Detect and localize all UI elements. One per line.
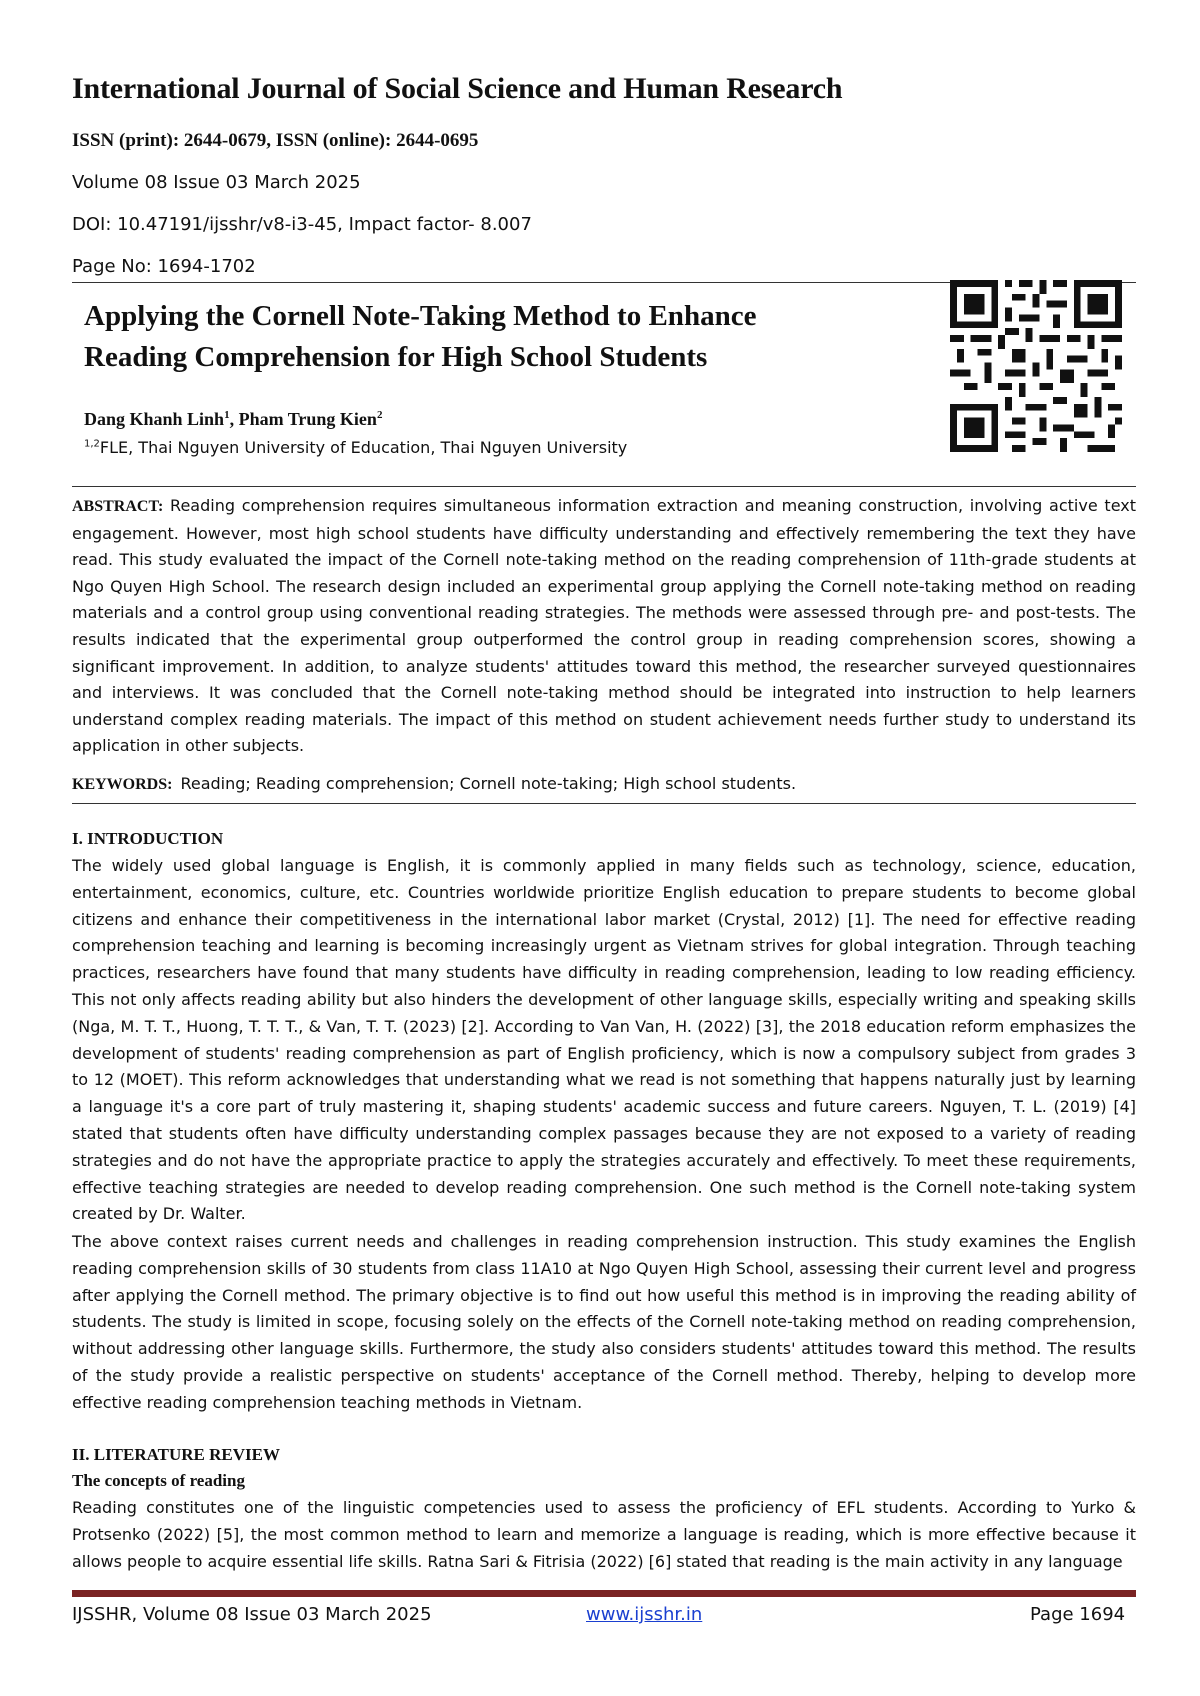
footer-page-number: Page 1694 — [1030, 1604, 1126, 1625]
article-title — [84, 296, 904, 378]
affiliation — [84, 438, 627, 457]
abstract-bottom-divider — [72, 803, 1136, 804]
journal-title: International Journal of Social Science and Human Research — [72, 72, 843, 105]
author-name: Dang Khanh Linh — [84, 409, 225, 429]
section-heading-literature-review: II. LITERATURE REVIEW — [72, 1445, 280, 1464]
author-name: Pham Trung Kien — [238, 409, 377, 429]
literature-paragraph-1: Reading constitutes one of the linguistic competencies used to assess the proficiency of EFL students. According to Yurko & Protsenko (2022) [5], the most common method to learn and memorize a language is reading, which is more effective because it allows people to acquire essential life skills. Ratna Sari & Fitrisia (2022) [6] stated that reading is the main activity in any language — [72, 1498, 1136, 1571]
footer-journal-info: IJSSHR, Volume 08 Issue 03 March 2025 — [72, 1604, 432, 1625]
volume-line: Volume 08 Issue 03 March 2025 — [72, 172, 361, 193]
introduction-paragraph-1: The widely used global language is English, it is commonly applied in many fields such as technology, science, education, entertainment, economics, culture, etc. Countries worldwide prioritize English education to prepare students to become global citizens and enhance their competitiveness in the international labor market (Crystal, 2012) [1]. The need for effective reading comprehension teaching and learning is becoming increasingly urgent as Vietnam strives for global integration. Through teaching practices, researchers have found that many students have difficulty in reading comprehension, leading to low reading efficiency. This not only affects reading ability but also hinders the development of other language skills, especially writing and speaking skills (Nga, M. T. T., Huong, T. T. T., & Van, T. T. (2023) [2]. According to Van Van, H. (2022) [3], the 2018 education reform emphasizes the development of students' reading comprehension as part of English proficiency, which is now a compulsory subject from grades 3 to 12 (MOET). This reform acknowledges that understanding what we read is not something that happens naturally just by learning a language it's a core part of truly mastering it, shaping students' academic success and future careers. Nguyen, T. L. (2019) [4] stated that students often have difficulty understanding complex passages because they are not exposed to a variety of reading strategies and do not have the appropriate practice to apply the strategies accurately and effectively. To meet these requirements, effective teaching strategies are needed to develop reading comprehension. One such method is the Cornell note-taking system created by Dr. Walter. — [72, 856, 1136, 1224]
author-superscript: 2 — [376, 409, 383, 421]
article-title-line-2: Reading Comprehension for High School Students — [84, 341, 708, 373]
abstract-top-divider — [72, 486, 1136, 487]
footer-website-link[interactable]: www.ijsshr.in — [586, 1604, 703, 1625]
authors — [84, 409, 382, 430]
affiliation-superscript: 1,2 — [84, 438, 100, 450]
section-heading-introduction: I. INTRODUCTION — [72, 829, 224, 848]
issn-line: ISSN (print): 2644-0679, ISSN (online): 2644-0695 — [72, 130, 479, 151]
qr-code-icon — [950, 280, 1122, 452]
page-number-line: Page No: 1694-1702 — [72, 256, 256, 277]
keywords — [72, 774, 1136, 794]
abstract-label: ABSTRACT: — [72, 498, 164, 515]
keywords-label: KEYWORDS: — [72, 776, 173, 793]
abstract-text: Reading comprehension requires simultaneous information extraction and meaning construction, involving active text engagement. However, most high school students have difficulty understanding and effectively remembering the text they have read. This study evaluated the impact of the Cornell note-taking method on the reading comprehension of 11th-grade students at Ngo Quyen High School. The research design included an experimental group applying the Cornell note-taking method on reading materials and a control group using conventional reading strategies. The methods were assessed through pre- and post-tests. The results indicated that the experimental group outperformed the control group in reading comprehension scores, showing a significant improvement. In addition, to analyze students' attitudes toward this method, the researcher surveyed questionnaires and interviews. It was concluded that the Cornell note-taking method should be integrated into instruction to help learners understand complex reading materials. The impact of this method on student achievement needs further study to understand its application in other subjects. — [72, 496, 1136, 756]
doi-line: DOI: 10.47191/ijsshr/v8-i3-45, Impact factor- 8.007 — [72, 214, 532, 235]
article-title-line-1: Applying the Cornell Note-Taking Method to Enhance — [84, 300, 757, 332]
affiliation-text: FLE, Thai Nguyen University of Education, Thai Nguyen University — [99, 438, 628, 457]
abstract — [72, 493, 1136, 760]
author-separator: , — [229, 409, 239, 429]
introduction-paragraph-2: The above context raises current needs and challenges in reading comprehension instruction. This study examines the English reading comprehension skills of 30 students from class 11A10 at Ngo Quyen High School, assessing their current level and progress after applying the Cornell method. The primary objective is to find out how useful this method is in improving the reading ability of students. The study is limited in scope, focusing solely on the effects of the Cornell note-taking method on reading comprehension, without addressing other language skills. Furthermore, the study also considers students' attitudes toward this method. The results of the study provide a realistic perspective on students' acceptance of the Cornell method. Thereby, helping to develop more effective reading comprehension teaching methods in Vietnam. — [72, 1232, 1136, 1412]
keywords-text: Reading; Reading comprehension; Cornell note-taking; High school students. — [180, 774, 797, 793]
author-superscript: 1 — [224, 409, 230, 421]
footer-bar — [72, 1590, 1136, 1597]
subsection-heading-concepts-of-reading: The concepts of reading — [72, 1471, 245, 1490]
